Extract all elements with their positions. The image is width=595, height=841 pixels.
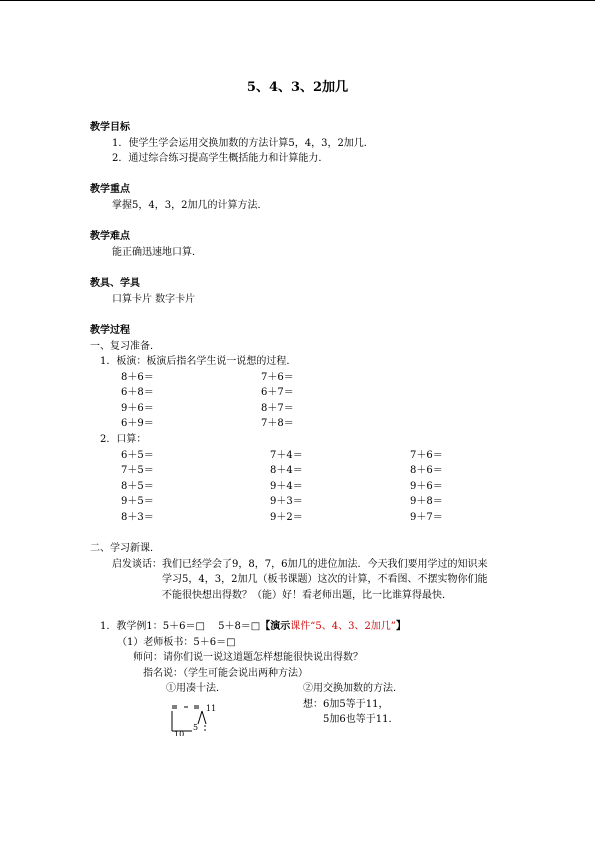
oral-equation: 9＋8＝ [410,496,443,507]
board-equation: 6＋9＝ [121,418,154,429]
board-equation: 7＋8＝ [261,418,294,429]
key-point-heading: 教学重点 [90,184,130,195]
tools-heading: 教具、学具 [90,278,140,289]
oral-equation: 7＋6＝ [410,450,443,461]
board-equation: 6＋7＝ [261,387,294,398]
page-title: 5、4、3、2加几 [246,80,349,95]
example-bracket-close: 】 [395,621,406,632]
process-heading: 教学过程 [90,325,130,336]
sub-step-one: （1）老师板书：5＋6＝□ [117,637,236,648]
teacher-question: 师问：请你们说一说这道题怎样想能很快说出得数？ [133,652,363,663]
method-two-think-1: 想：6加5等于11， [303,699,389,710]
page-top-border [0,0,595,1]
oral-equation: 7＋4＝ [270,450,303,461]
board-equation: 6＋8＝ [121,387,154,398]
oral-equation: 9＋6＝ [410,481,443,492]
oral-equation: 9＋4＝ [270,481,303,492]
diagram-ten-label: 10 [174,730,185,736]
oral-equation: 9＋2＝ [270,512,303,523]
oral-equation: 8＋4＝ [270,465,303,476]
make-ten-diagram [166,702,236,736]
step-two-text: 2．口算： [100,434,147,445]
tools-text: 口算卡片 数字卡片 [112,294,196,305]
call-students: 指名说：（学生可能会说出两种方法） [143,668,308,679]
diagram-five-label: 5 [193,723,199,732]
intro-line-2: 学习5，4，3，2加几（板书课题）这次的计算，不看图、不摆实物你们能 [162,574,488,585]
method-two: ②用交换加数的方法． [303,683,403,694]
step-one-text: 1．板演：板演后指名学生说一说想的过程． [100,356,297,367]
oral-equation: 6＋5＝ [121,450,154,461]
diagram-dot [204,729,206,731]
intro-line-3: 不能很快想出得数？（能）好！看老师出题，比一比谁算得最快． [162,590,452,601]
oral-equation: 9＋3＝ [270,496,303,507]
key-point-text: 掌握5，4，3，2加几的计算方法． [112,200,268,211]
difficulty-heading: 教学难点 [90,231,130,242]
difficulty-text: 能正确迅速地口算． [112,247,202,258]
intro-line-1: 启发谈话：我们已经学会了9，8，7，6加几的进位加法．今天我们要用学过的知识来 [112,559,488,570]
board-equation: 8＋7＝ [261,403,294,414]
oral-equation: 9＋5＝ [121,496,154,507]
method-one: ①用凑十法． [166,683,226,694]
objective-item-1: 1．使学生学会运用交换加数的方法计算5，4，3，2加几． [112,138,374,149]
oral-equation: 8＋5＝ [121,481,154,492]
courseware-link[interactable]: 课件“5、4、3、2加几” [290,621,396,632]
diagram-eleven-label: 11 [206,704,217,713]
method-two-think-2: 5加6也等于11． [323,714,399,725]
example-bracket-open: 【演示 [260,621,291,632]
part-two-heading: 二、学习新课． [90,543,160,554]
oral-equation: 8＋6＝ [410,465,443,476]
example-one-line [100,620,406,633]
oral-equation: 8＋3＝ [121,512,154,523]
part-one-heading: 一、复习准备． [90,341,160,352]
objective-item-2: 2．通过综合练习提高学生概括能力和计算能力． [112,153,329,164]
example-one-prefix: 1．教学例1：5＋6＝□ 5＋8＝□ [100,621,261,632]
oral-equation: 9＋7＝ [410,512,443,523]
board-equation: 7＋6＝ [261,372,294,383]
objectives-heading: 教学目标 [90,122,130,133]
board-equation: 8＋6＝ [121,372,154,383]
diagram-dot [204,725,206,727]
diagram-branch-left [198,711,202,724]
board-equation: 9＋6＝ [121,403,154,414]
oral-equation: 7＋5＝ [121,465,154,476]
